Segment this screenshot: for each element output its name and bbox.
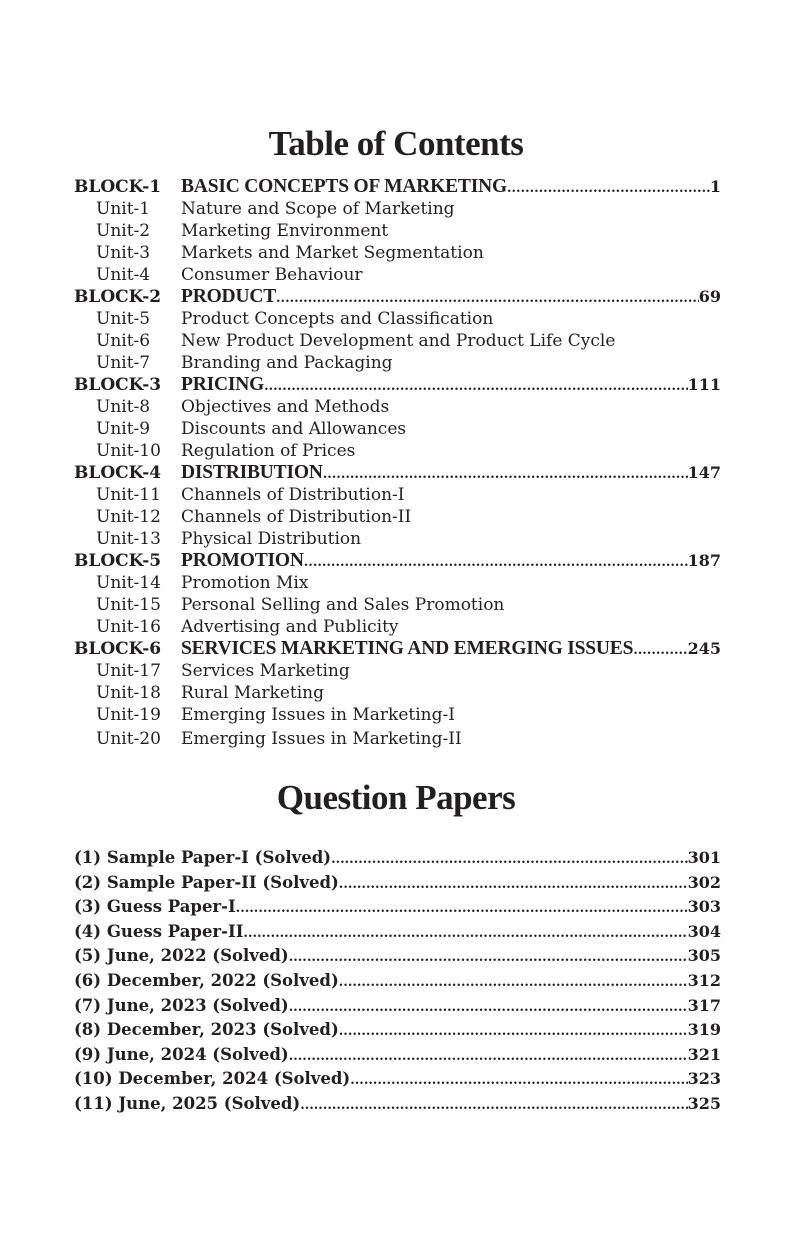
question-paper-page-number: 321 [687, 1044, 721, 1064]
block-title: SERVICES MARKETING AND EMERGING ISSUES [181, 638, 634, 659]
unit-code: Unit-14 [96, 573, 161, 593]
dot-leader [350, 1069, 687, 1094]
dot-leader [339, 1020, 688, 1045]
dot-leader [304, 552, 688, 574]
block-code: BLOCK-6 [74, 639, 162, 659]
question-paper-row [74, 920, 721, 945]
block-title: PROMOTION [181, 550, 304, 571]
question-paper-page-number: 302 [687, 872, 721, 892]
question-paper-title: (8) December, 2023 (Solved) [74, 1020, 339, 1040]
question-paper-row [74, 1018, 721, 1043]
block-code: BLOCK-5 [74, 551, 162, 571]
unit-title: Marketing Environment [181, 221, 389, 241]
unit-row [74, 242, 721, 264]
unit-row [74, 616, 721, 638]
unit-code: Unit-7 [96, 353, 151, 373]
dot-leader [323, 464, 688, 486]
question-paper-title: (9) June, 2024 (Solved) [74, 1044, 289, 1064]
question-paper-row [74, 1043, 721, 1068]
unit-title: Channels of Distribution-II [181, 507, 412, 527]
unit-code: Unit-4 [96, 265, 151, 285]
question-paper-row [74, 1067, 721, 1092]
unit-row [74, 264, 721, 286]
block-title: BASIC CONCEPTS OF MARKETING [181, 176, 507, 197]
unit-row [74, 572, 721, 594]
question-paper-title: (4) Guess Paper-II [74, 921, 244, 941]
block-row [74, 638, 721, 660]
block-page-number: 187 [687, 551, 721, 570]
unit-title: Promotion Mix [181, 573, 309, 593]
unit-code: Unit-6 [96, 331, 151, 351]
unit-title: New Product Development and Product Life Cycle [181, 331, 616, 351]
block-code: BLOCK-3 [74, 375, 162, 395]
unit-title: Branding and Packaging [181, 353, 393, 373]
table-of-contents [74, 176, 721, 750]
question-paper-row [74, 1092, 721, 1117]
unit-title: Consumer Behaviour [181, 265, 363, 285]
unit-title: Advertising and Publicity [181, 617, 399, 637]
unit-title: Channels of Distribution-I [181, 485, 405, 505]
unit-title: Nature and Scope of Marketing [181, 199, 455, 219]
unit-row [74, 330, 721, 352]
block-page-number: 147 [687, 463, 721, 482]
unit-row [74, 484, 721, 506]
unit-row [74, 396, 721, 418]
block-title: PRODUCT [181, 286, 277, 307]
dot-leader [289, 1045, 688, 1070]
unit-title: Objectives and Methods [181, 397, 390, 417]
unit-title: Emerging Issues in Marketing-I [181, 705, 455, 725]
unit-title: Product Concepts and Classification [181, 309, 494, 329]
unit-code: Unit-17 [96, 661, 161, 681]
question-papers-list [74, 846, 721, 1117]
unit-row [74, 704, 721, 726]
unit-title: Markets and Market Segmentation [181, 243, 484, 263]
block-row [74, 550, 721, 572]
unit-code: Unit-11 [96, 485, 161, 505]
question-paper-page-number: 304 [687, 921, 721, 941]
dot-leader [339, 873, 688, 898]
unit-title: Emerging Issues in Marketing-II [181, 729, 462, 749]
question-paper-page-number: 323 [687, 1069, 721, 1089]
unit-code: Unit-2 [96, 221, 151, 241]
unit-title: Physical Distribution [181, 529, 362, 549]
unit-code: Unit-5 [96, 309, 151, 329]
unit-code: Unit-3 [96, 243, 151, 263]
block-page-number: 69 [698, 287, 721, 306]
dot-leader [339, 971, 688, 996]
unit-code: Unit-18 [96, 683, 161, 703]
question-paper-title: (5) June, 2022 (Solved) [74, 946, 289, 966]
question-paper-page-number: 325 [687, 1093, 721, 1113]
unit-row [74, 726, 721, 750]
unit-row [74, 506, 721, 528]
unit-code: Unit-9 [96, 419, 151, 439]
unit-row [74, 198, 721, 220]
question-paper-row [74, 846, 721, 871]
dot-leader [264, 376, 687, 398]
dot-leader [276, 288, 699, 310]
unit-title: Rural Marketing [181, 683, 324, 703]
dot-leader [236, 897, 688, 922]
question-paper-title: (7) June, 2023 (Solved) [74, 995, 289, 1015]
block-code: BLOCK-1 [74, 177, 162, 197]
question-paper-row [74, 944, 721, 969]
unit-title: Services Marketing [181, 661, 350, 681]
unit-code: Unit-19 [96, 705, 161, 725]
question-paper-row [74, 969, 721, 994]
unit-title: Regulation of Prices [181, 441, 356, 461]
block-row [74, 176, 721, 198]
block-page-number: 1 [709, 177, 721, 196]
dot-leader [300, 1094, 687, 1119]
unit-row [74, 682, 721, 704]
toc-heading: Table of Contents [268, 124, 524, 163]
unit-code: Unit-12 [96, 507, 161, 527]
unit-row [74, 308, 721, 330]
unit-code: Unit-15 [96, 595, 161, 615]
question-paper-page-number: 317 [687, 995, 721, 1015]
question-paper-row [74, 871, 721, 896]
unit-code: Unit-10 [96, 441, 161, 461]
block-code: BLOCK-4 [74, 463, 162, 483]
block-page-number: 111 [687, 375, 721, 394]
block-code: BLOCK-2 [74, 287, 162, 307]
unit-code: Unit-16 [96, 617, 161, 637]
unit-row [74, 660, 721, 682]
unit-row [74, 352, 721, 374]
dot-leader [633, 640, 687, 662]
dot-leader [289, 996, 688, 1021]
unit-code: Unit-1 [96, 199, 151, 219]
question-paper-page-number: 301 [687, 848, 721, 867]
question-paper-page-number: 319 [687, 1020, 721, 1040]
question-paper-title: (10) December, 2024 (Solved) [74, 1069, 351, 1089]
dot-leader [243, 922, 687, 947]
unit-title: Personal Selling and Sales Promotion [181, 595, 505, 615]
unit-row [74, 220, 721, 242]
unit-row [74, 594, 721, 616]
unit-code: Unit-13 [96, 529, 161, 549]
block-title: DISTRIBUTION [181, 462, 323, 483]
block-row [74, 374, 721, 396]
question-paper-page-number: 305 [687, 946, 721, 966]
unit-title: Discounts and Allowances [181, 419, 407, 439]
question-paper-title: (6) December, 2022 (Solved) [74, 970, 339, 990]
question-paper-row [74, 994, 721, 1019]
block-row [74, 286, 721, 308]
question-paper-title: (11) June, 2025 (Solved) [74, 1093, 301, 1113]
unit-row [74, 528, 721, 550]
question-paper-title: (2) Sample Paper-II (Solved) [74, 872, 339, 892]
question-paper-row [74, 895, 721, 920]
block-row [74, 462, 721, 484]
dot-leader [289, 946, 688, 971]
block-title: PRICING [181, 374, 265, 395]
question-papers-heading: Question Papers [276, 778, 516, 817]
unit-row [74, 418, 721, 440]
question-paper-title: (1) Sample Paper-I (Solved) [74, 848, 332, 867]
unit-code: Unit-20 [96, 729, 161, 749]
question-paper-title: (3) Guess Paper-I [74, 897, 236, 917]
dot-leader [331, 848, 688, 873]
block-page-number: 245 [687, 639, 721, 658]
dot-leader [507, 178, 710, 200]
unit-code: Unit-8 [96, 397, 151, 417]
unit-row [74, 440, 721, 462]
question-paper-page-number: 303 [687, 897, 721, 917]
question-paper-page-number: 312 [687, 970, 721, 990]
